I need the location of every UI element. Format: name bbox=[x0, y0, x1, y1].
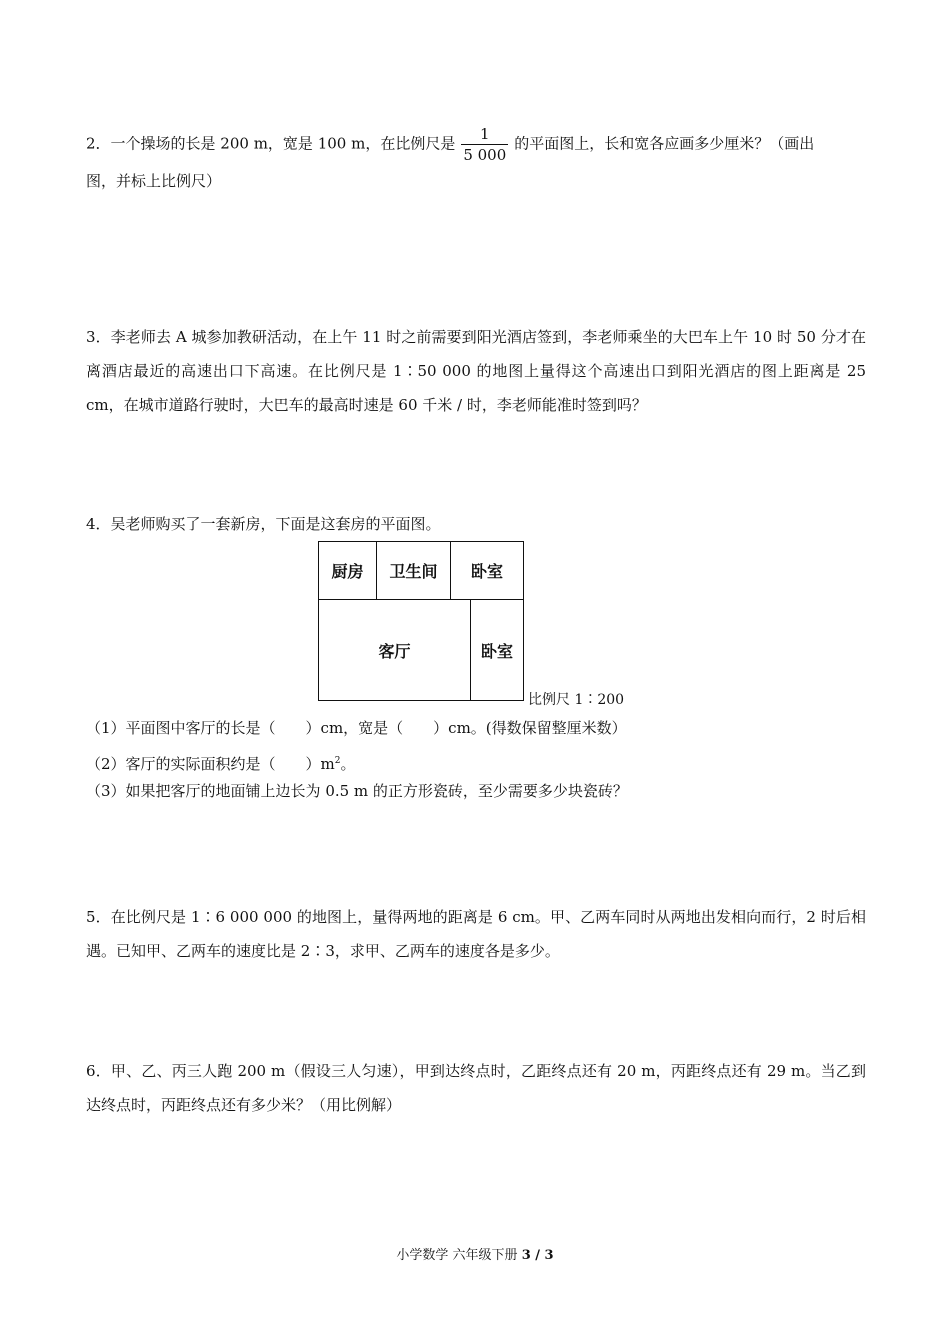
floor-plan bbox=[318, 541, 524, 701]
room-kitchen: 厨房 bbox=[318, 541, 377, 600]
question-3: 3．李老师去 A 城参加教研活动，在上午 11 时之前需要到阳光酒店签到，李老师乘坐的大巴车上午 10 时 50 分才在离酒店最近的高速出口下高速。在比例尺是 1∶50 000 的地图上量得这个高速出口到阳光酒店的图上距离是 25 cm，在城市道路行驶时，大巴车的最高时速是 60 千米 / 时，李老师能准时签到吗？ bbox=[86, 328, 866, 414]
q4-sub-1: （1）平面图中客厅的长是（ ）cm，宽是（ ）cm。(得数保留整厘米数） bbox=[86, 719, 627, 737]
q4-sub-3: （3）如果把客厅的地面铺上边长为 0.5 m 的正方形瓷砖，至少需要多少块瓷砖？ bbox=[86, 782, 628, 800]
fraction-numerator: 1 bbox=[461, 124, 508, 145]
q4-sub-2 bbox=[86, 750, 356, 775]
footer-subject: 小学数学 六年级下册 bbox=[396, 1248, 522, 1263]
page-footer bbox=[0, 1244, 950, 1263]
scale-label: 比例尺 1∶200 bbox=[528, 692, 625, 708]
superscript-2: 2 bbox=[334, 756, 341, 766]
question-6: 6．甲、乙、丙三人跑 200 m（假设三人匀速），甲到达终点时，乙距终点还有 20 m，丙距终点还有 29 m。当乙到达终点时，丙距终点还有多少米？（用比例解） bbox=[86, 1062, 866, 1114]
question-2 bbox=[86, 124, 814, 165]
scale-fraction bbox=[461, 124, 508, 165]
q4-sub-2-end: 。 bbox=[340, 755, 356, 773]
q2-text-before: 2．一个操场的长是 200 m，宽是 100 m，在比例尺是 bbox=[86, 134, 456, 153]
question-4-intro: 4．吴老师购买了一套新房，下面是这套房的平面图。 bbox=[86, 515, 441, 533]
q2-line-2: 图，并标上比例尺） bbox=[86, 172, 222, 190]
room-bedroom-bottom: 卧室 bbox=[470, 599, 524, 701]
room-bathroom: 卫生间 bbox=[376, 541, 451, 600]
fraction-denominator: 5 000 bbox=[463, 146, 507, 164]
q2-text-after: 的平面图上，长和宽各应画多少厘米？（画出 bbox=[514, 134, 815, 153]
room-living: 客厅 bbox=[318, 599, 471, 701]
room-bedroom-top: 卧室 bbox=[450, 541, 524, 600]
page-number: 3 / 3 bbox=[521, 1248, 554, 1263]
question-5: 5．在比例尺是 1∶6 000 000 的地图上，量得两地的距离是 6 cm。甲、乙两车同时从两地出发相向而行，2 时后相遇。已知甲、乙两车的速度比是 2∶3，求甲、乙两车的速度各是多少。 bbox=[86, 908, 866, 960]
q4-sub-2-text: （2）客厅的实际面积约是（ ）m bbox=[86, 755, 335, 773]
